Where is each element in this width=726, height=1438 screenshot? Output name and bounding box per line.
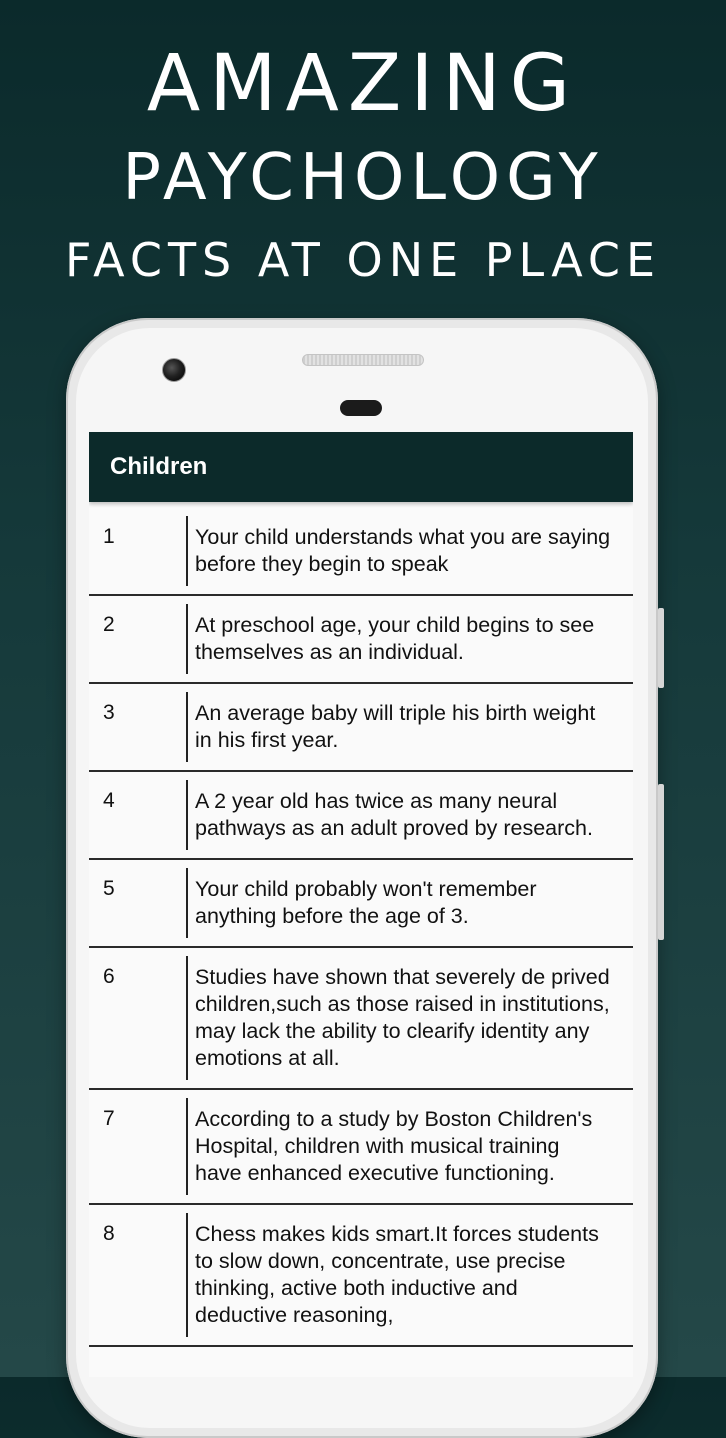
fact-text: Your child probably won't remember anything before the age of 3. bbox=[195, 877, 537, 928]
list-item[interactable] bbox=[89, 948, 633, 1090]
earpiece-speaker bbox=[302, 354, 424, 366]
list-item[interactable] bbox=[89, 860, 633, 948]
fact-number: 8 bbox=[89, 1213, 188, 1337]
front-camera-icon bbox=[162, 358, 186, 382]
fact-text: Chess makes kids smart.It forces students to slow down, concentrate, use precise thinking, active both inductive and deductive reasoning, bbox=[195, 1222, 599, 1327]
fact-number: 1 bbox=[89, 516, 188, 586]
app-bar-title: Children bbox=[110, 453, 208, 480]
promo-title-line3: FACTS AT ONE PLACE bbox=[64, 233, 662, 287]
fact-number: 3 bbox=[89, 692, 188, 762]
fact-text: At preschool age, your child begins to see themselves as an individual. bbox=[195, 613, 595, 664]
promo-title-line2: PAYCHOLOGY bbox=[122, 141, 604, 215]
promo-title-line1: AMAZING bbox=[146, 39, 580, 129]
volume-button bbox=[658, 608, 664, 688]
fact-number: 2 bbox=[89, 604, 188, 674]
fact-number: 6 bbox=[89, 956, 188, 1080]
fact-text: According to a study by Boston Children's Hospital, children with musical training have enhanced executive functioning. bbox=[195, 1107, 593, 1185]
fact-number: 4 bbox=[89, 780, 188, 850]
app-screen bbox=[89, 432, 633, 1377]
fact-text: Studies have shown that severely de prived children,such as those raised in institutions, may lack the ability to clearify identity any emotions at all. bbox=[195, 965, 610, 1070]
list-item[interactable] bbox=[89, 596, 633, 684]
fact-number: 5 bbox=[89, 868, 188, 938]
power-button bbox=[658, 784, 664, 940]
list-item[interactable] bbox=[89, 1205, 633, 1347]
fact-text: Your child understands what you are saying before they begin to speak bbox=[195, 525, 611, 576]
list-item[interactable] bbox=[89, 772, 633, 860]
fact-text: A 2 year old has twice as many neural pathways as an adult proved by research. bbox=[195, 789, 593, 840]
proximity-sensor bbox=[340, 400, 382, 416]
fact-number: 7 bbox=[89, 1098, 188, 1195]
app-bar bbox=[89, 432, 633, 502]
list-item[interactable] bbox=[89, 508, 633, 596]
list-item[interactable] bbox=[89, 684, 633, 772]
fact-text: An average baby will triple his birth weight in his first year. bbox=[195, 701, 596, 752]
list-item[interactable] bbox=[89, 1090, 633, 1205]
facts-list[interactable] bbox=[89, 502, 633, 1347]
